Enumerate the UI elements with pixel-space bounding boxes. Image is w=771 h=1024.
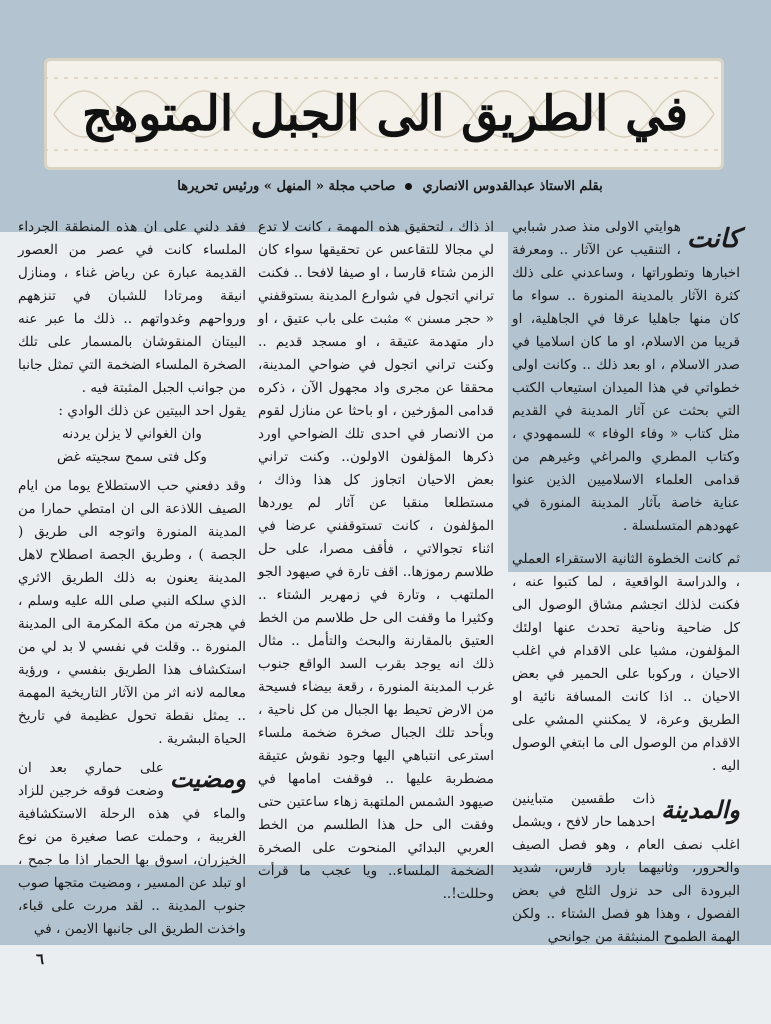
byline-role: صاحب مجلة « المنهل » ورئيس تحريرها bbox=[177, 179, 396, 194]
paragraph: وقد دفعني حب الاستطلاع يوما من ايام الصيف اللاذعة الى ان امتطي حمارا من المدينة المنورة واتوجه الى طريق ( الجصة ) ، وطريق الجصة اصطلاح لاهل المدينة يعنون به ذلك الطريق الاثري الذي سلكه النبي صلى الله عليه وسلم ، في هجرته من مكة المكرمة الى المدينة المنورة .. وقلت في نفسي لا بد لي من استكشاف هذا الطريق بنفسي ، ورؤية معالمه لانه اثر من الآثار التاريخية المهمة .. يمثل نقطة تحول عظيمة في تاريخ الحياة البشرية . bbox=[18, 478, 246, 747]
paragraph: يقول احد البيتين عن ذلك الوادي : bbox=[58, 403, 246, 419]
paragraph: ثم كانت الخطوة الثانية الاستقراء العملي ، والدراسة الواقعية ، لما كتبوا عنه ، فكنت لذلك اتجشم مشاق الوصول الى كل ضاحية وناحية تحدث عنها اولئك المؤلفون، مشيا على الاقدام في اغلب الاحيان ، وركوبا على الحمير في بعض الاحيان .. اذا كانت المسافة نائية او الطريق وعرة، لا يمكنني المشي على الاقدام من الوصول الى ما ابتغي الوصول اليه . bbox=[512, 551, 740, 774]
paragraph: ذات طقسين متباينين احدهما حار لافح ، ويشمل اغلب نصف العام ، وهو فصل الصيف والحرور، وثانيهما بارد قارس، شديد البرودة الى حد نزول الثلج في بعض الفصول ، وهذا هو فصل الشتاء .. ولكن الهمة الطموح المنبثقة من جوانحي bbox=[512, 791, 740, 945]
paragraph: هوايتي الاولى منذ صدر شبابي ، التنقيب عن الآثار .. ومعرفة اخبارها وتطوراتها ، وساعدني على ذلك كثرة الآثار بالمدينة المنورة .. سواء ما كان منها جاهليا عرقا في الجاهلية، او قريبا من الاسلام، او ما كان اسلاميا في صدر الاسلام ، او بعد ذلك .. وكانت اولى خطواتي في هذا الميدان استيعاب الكتب التي بحثت عن آثار المدينة في القديم مثل كتاب « وفاء الوفاء » للسمهودي ، وكتاب المطري والمراغي وغيرهم من قدامى العلماء الاسلاميين الذين عنوا عناية خاصة بآثار المدينة المنورة في عهودهم المتسلسلة . bbox=[512, 219, 740, 534]
verse-line: وكل فتى سمح سجيته غض bbox=[57, 449, 207, 465]
byline-separator-dot bbox=[405, 183, 412, 190]
byline-author: بقلم الاستاذ عبدالقدوس الانصاري bbox=[422, 179, 603, 194]
verse-line: وان الغواني لا يزلن يردنه bbox=[62, 426, 202, 442]
column-middle bbox=[258, 216, 494, 928]
paragraph: اذ ذاك ، لتحقيق هذه المهمة ، كانت لا تدع لي مجالا للتقاعس عن تحقيقها سواء كان الزمن شتاء قارسا ، او صيفا لافحا .. فكنت تراني اتجول في شوارع المدينة بستوقفني « حجر مسنن » مثبت على باب عتيق ، او دار متهدمة عتيقة ، او مسجد قديم .. وكنت تراني اتجول في ضواحي المدينة، محققا عن مجرى واد مجهول الآن ، ذكره قدامى المؤرخين ، او باحثا عن منازل لقوم من الانصار في احدى تلك الضواحي اورد ذكرها المؤلفون الاولون.. وكنت تراني بعض الاحيان اتجاوز كل هذا وذاك ، مستطلعا منقبا عن آثار لم يوردها المؤلفون ، كانت تستوقفني عرضا في اثناء تجوالاتي ، فأقف مصرا، على حل طلاسم رموزها.. اقف تارة في صيهود الجو الملتهب ، وتارة في زمهرير الشتاء .. وكثيرا ما وقفت الى حل طلاسم من الخط العتيق بالمقارنة والبحث والتأمل .. مثال ذلك انه يوجد بقرب السد الواقع جنوب غرب المدينة المنورة ، رقعة بيضاء فسيحة من الارض تحيط بها الجبال من كل ناحية ، وبأحد تلك الجبال صخرة ضخمة ملساء استرعى انتباهي اليها وجود نقوش عتيقة مضطربة عليها .. فوقفت امامها في صيهود الشمس الملتهبة زهاء ساعتين حتى وفقت الى حل هذا الطلسم من الخط العربي البدائي المنحوت على الصخرة الضخمة الملساء.. ويا عجب ما قرأت وحللت!.. bbox=[258, 219, 494, 902]
column-left bbox=[18, 216, 246, 937]
side-heading: والمدينة bbox=[661, 795, 740, 824]
side-heading: ومضيت bbox=[169, 764, 246, 793]
page-number: ٦ bbox=[36, 950, 45, 968]
paragraph: فقد دلني على ان هذه المنطقة الجرداء الملساء كانت في عصر من العصور القديمة عبارة عن رياض غناء ، ومنازل انيقة ومرتادا للشبان في تنزههم ورواحهم وغدواتهم .. ذلك ما عبر عنه البيتان المنقوشان بالمسمار على تلك الصخرة الملساء الضخمة التي تمثل جانبا من جوانب الجبل المثبتة فيه . bbox=[18, 219, 246, 396]
byline bbox=[90, 174, 690, 200]
dropcap-word: كانت bbox=[686, 224, 740, 254]
paragraph: على حماري بعد ان وضعت فوقه خرجين للزاد والماء في هذه الرحلة الاستكشافية الغريبة ، وحملت عصا صغيرة من نوع الخيزران، اسوق بها الحمار اذا ما جمح ، او تبلد عن المسير ، ومضيت متجها صوب جنوب المدينة .. لقد مررت على قباء، واخذت الطريق الى جانبها الايمن ، في bbox=[18, 760, 246, 937]
column-right bbox=[512, 216, 740, 945]
article-title: في الطريق الى الجبل المتوهج bbox=[81, 86, 689, 142]
